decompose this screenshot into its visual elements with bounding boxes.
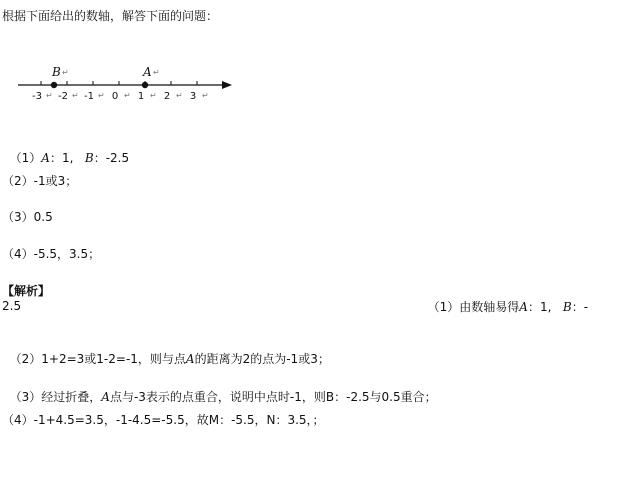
point-b-label: B: [52, 65, 61, 79]
return-mark-icon: ↵: [46, 91, 53, 100]
tick-label: 0: [111, 91, 119, 102]
return-mark-icon: ↵: [150, 91, 157, 100]
answer-2: （2）-1或3；: [2, 174, 78, 188]
point-b-dot: [51, 82, 57, 88]
analysis-2: （2）1+2=3或1-2=-1，则与点A的距离为2的点为-1或3；: [9, 352, 330, 366]
tick-group: [32, 81, 209, 102]
tick-label: -1: [84, 91, 94, 102]
return-mark-icon: ↵: [98, 91, 105, 100]
point-a-dot: [142, 82, 148, 88]
analysis-1-wrap: 2.5: [2, 299, 22, 313]
axis-arrow-icon: [222, 81, 232, 89]
intro-text: 根据下面给出的数轴，解答下面的问题：: [2, 9, 219, 23]
number-line: [0, 55, 250, 105]
tick-label: -2: [58, 91, 68, 102]
return-mark-icon: ↵: [72, 91, 79, 100]
return-mark-icon: ↵: [124, 91, 131, 100]
tick-label: 2: [163, 91, 171, 102]
return-mark-icon: ↵: [62, 68, 69, 77]
analysis-heading: 【解析】: [2, 284, 51, 298]
analysis-3: （3）经过折叠，A点与-3表示的点重合，说明中点时-1，则B：-2.5与0.5重合；: [9, 390, 437, 404]
analysis-4: （4）-1+4.5=3.5，-1-4.5=-5.5，故M：-5.5，N：3.5，；: [2, 413, 325, 427]
point-a-label: A: [143, 65, 152, 79]
tick-label: -3: [32, 91, 42, 102]
answer-4: （4）-5.5，3.5；: [2, 247, 101, 261]
analysis-1: （1）由数轴易得A：1, B：-: [427, 300, 589, 314]
return-mark-icon: ↵: [176, 91, 183, 100]
return-mark-icon: ↵: [202, 91, 209, 100]
answer-1: （1）A：1, B：-2.5: [9, 151, 130, 165]
tick-label: 1: [137, 91, 145, 102]
tick-label: 3: [189, 91, 197, 102]
answer-3: （3）0.5: [2, 210, 53, 224]
return-mark-icon: ↵: [153, 68, 160, 77]
